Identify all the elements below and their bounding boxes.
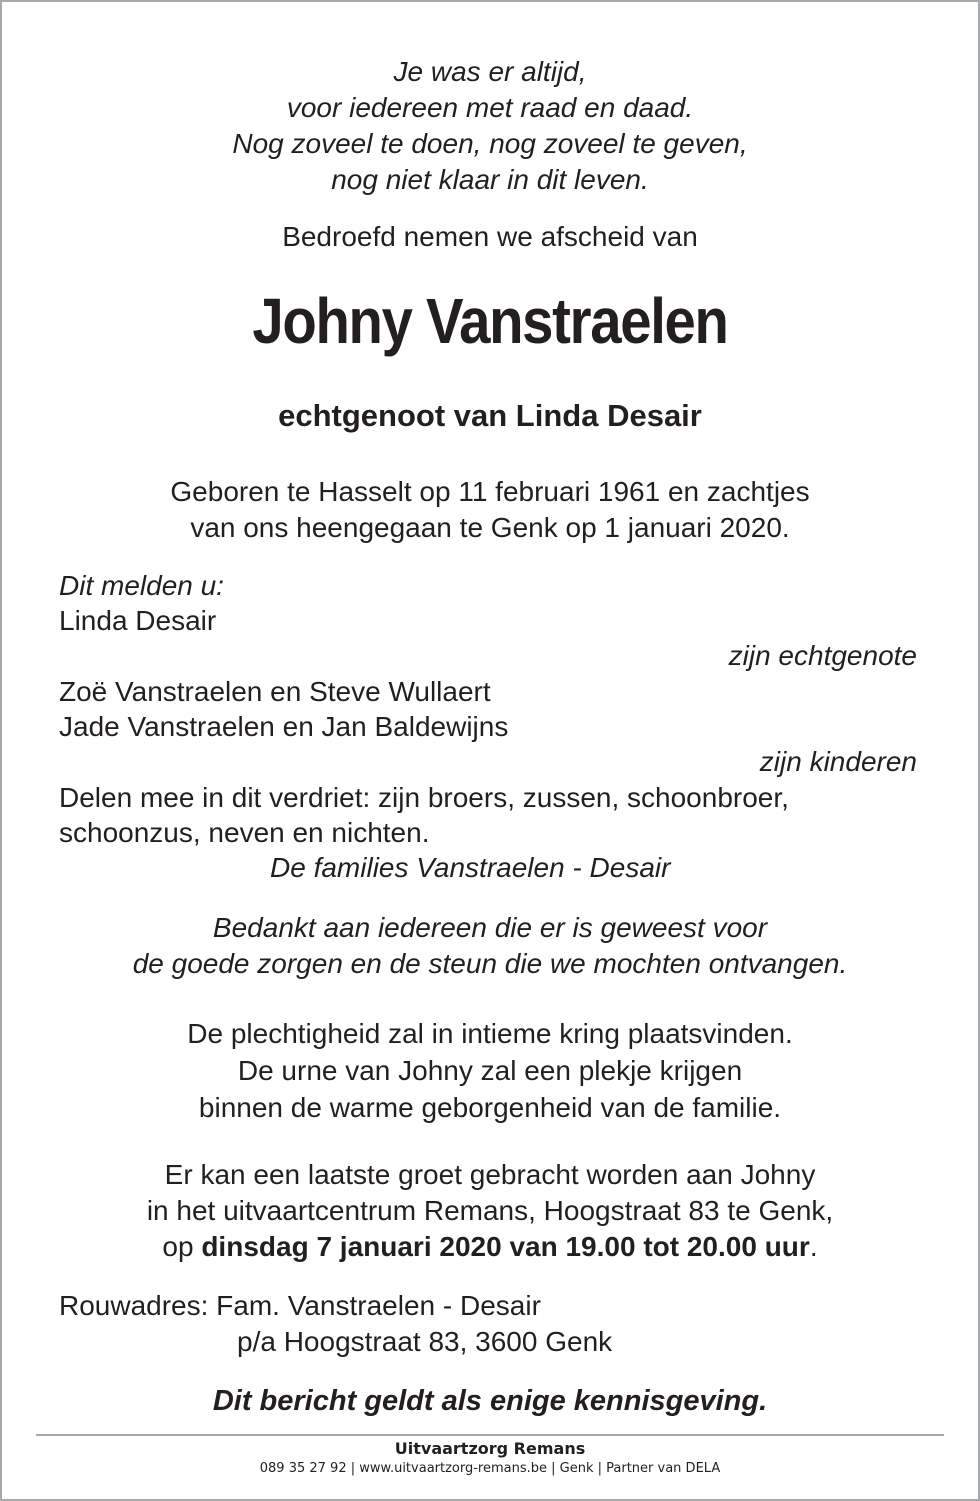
ceremony-text: [0, 1015, 980, 1126]
visitation-prefix: op: [162, 1231, 202, 1262]
ceremony-line: binnen de warme geborgenheid van de familie.: [198, 1092, 782, 1123]
poem-line: Nog zoveel te doen, nog zoveel te geven,: [232, 128, 748, 159]
visitation-datetime: dinsdag 7 januari 2020 van 19.00 tot 20.00 uur: [201, 1231, 810, 1262]
poem: [0, 54, 980, 198]
poem-line: Je was er altijd,: [393, 56, 587, 87]
birth-death-info: [0, 474, 980, 546]
poem-line: voor iedereen met raad en daad.: [286, 92, 694, 123]
families-signature: De families Vanstraelen - Desair: [270, 852, 671, 883]
mourning-address: Rouwadres: Fam. Vanstraelen - Desair: [59, 1290, 541, 1321]
other-relatives: Delen mee in dit verdriet: zijn broers, zussen, schoonbroer,: [59, 782, 789, 813]
visitation-line: in het uitvaartcentrum Remans, Hoogstraat 83 te Genk,: [146, 1195, 834, 1226]
thanks-line: de goede zorgen en de steun die we mochten ontvangen.: [132, 948, 848, 979]
thanks-text: [0, 910, 980, 982]
ceremony-line: De plechtigheid zal in intieme kring plaatsvinden.: [187, 1018, 793, 1049]
footer-contact-info: 089 35 27 92 | www.uitvaartzorg-remans.be | Genk | Partner van DELA: [259, 1461, 721, 1476]
death-line: van ons heengegaan te Genk op 1 januari 2020.: [190, 512, 790, 543]
ceremony-line: De urne van Johny zal een plekje krijgen: [237, 1055, 743, 1086]
announcer-spouse: Linda Desair: [59, 605, 217, 636]
visitation-line: [0, 1229, 980, 1265]
intro-text: Bedroefd nemen we afscheid van: [282, 221, 698, 252]
notice-text: Dit bericht geldt als enige kennisgeving.: [212, 1385, 768, 1417]
deceased-name: Johny Vanstraelen: [252, 285, 728, 357]
announcer-child: Zoë Vanstraelen en Steve Wullaert: [59, 676, 491, 707]
mourning-address-street: p/a Hoogstraat 83, 3600 Genk: [237, 1326, 613, 1357]
footer-company: Uitvaartzorg Remans: [394, 1439, 586, 1458]
children-relation: zijn kinderen: [759, 746, 917, 777]
poem-line: nog niet klaar in dit leven.: [331, 164, 649, 195]
announcers-heading: Dit melden u:: [59, 570, 224, 601]
visitation-text: [0, 1157, 980, 1265]
footer-divider: [36, 1434, 944, 1436]
birth-line: Geboren te Hasselt op 11 februari 1961 en zachtjes: [170, 476, 810, 507]
other-relatives: schoonzus, neven en nichten.: [59, 817, 430, 848]
spouse-subtitle: echtgenoot van Linda Desair: [278, 398, 702, 433]
visitation-suffix: .: [809, 1231, 818, 1262]
visitation-line: Er kan een laatste groet gebracht worden aan Johny: [164, 1159, 816, 1190]
spouse-relation: zijn echtgenote: [728, 640, 917, 671]
announcer-child: Jade Vanstraelen en Jan Baldewijns: [59, 711, 509, 742]
thanks-line: Bedankt aan iedereen die er is geweest voor: [212, 912, 768, 943]
